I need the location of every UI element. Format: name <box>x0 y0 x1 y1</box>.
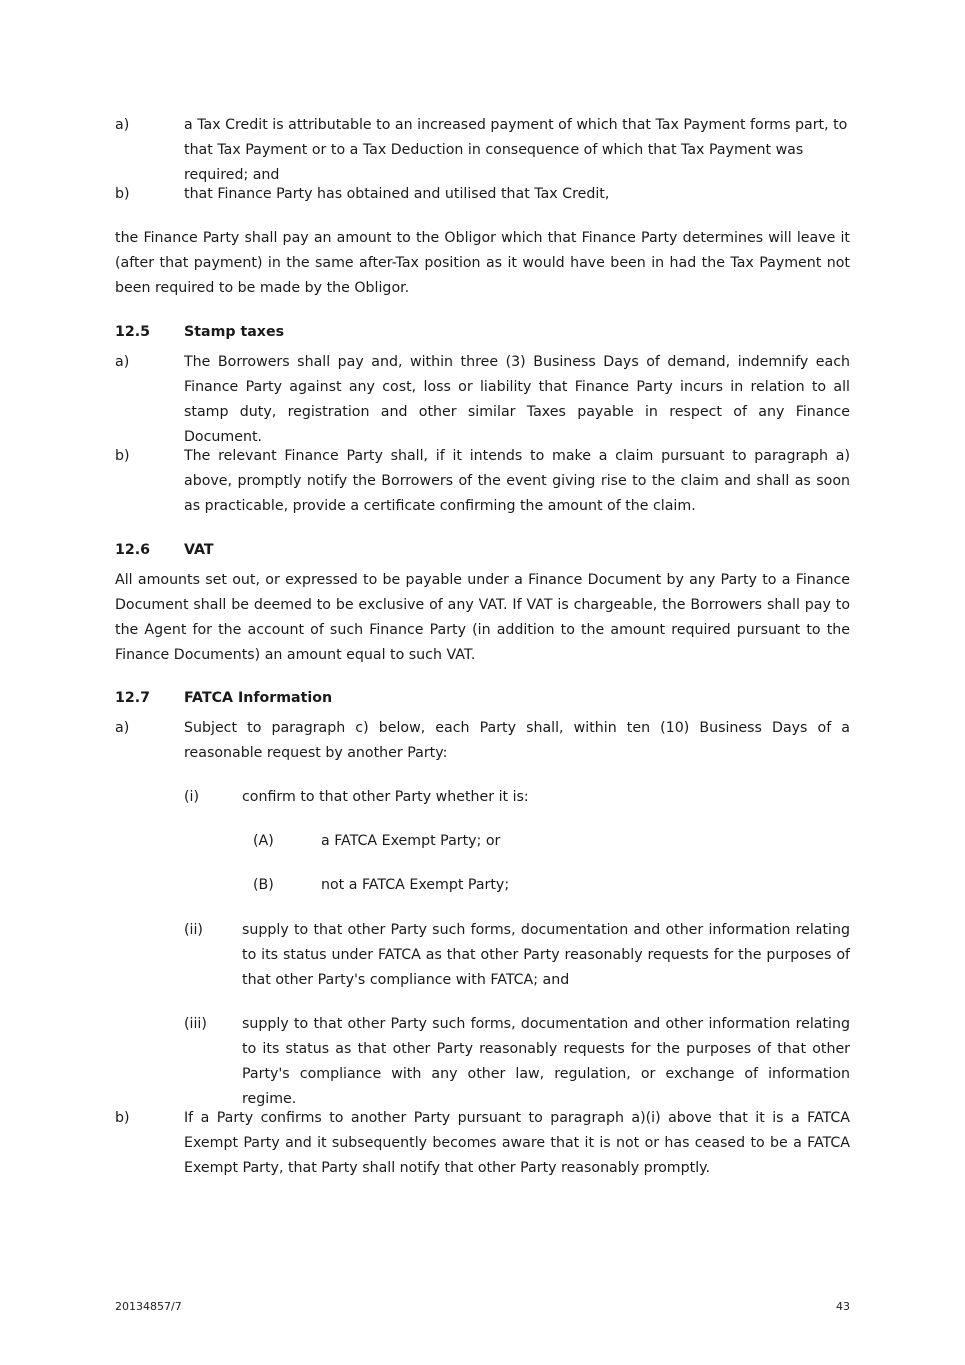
footer-doc-ref: 20134857/7 <box>115 1300 182 1313</box>
section-12-5-item-a-label: a) <box>115 354 130 370</box>
top-item-a-label: a) <box>115 117 130 133</box>
top-item-b-label: b) <box>115 186 130 202</box>
sub-A-label: (A) <box>253 833 274 849</box>
top-item-a-text: a Tax Credit is attributable to an increased payment of which that Tax Payment forms part, to that Tax Payment or to a Tax Deduction in consequence of which that Tax Payment was required; and <box>184 117 848 183</box>
footer-page-number: 43 <box>836 1300 850 1313</box>
section-12-7-item-b-label: b) <box>115 1110 130 1126</box>
section-12-7-number: 12.7 <box>115 690 151 706</box>
sub-A-text: a FATCA Exempt Party; or <box>321 833 501 849</box>
section-12-5-number: 12.5 <box>115 324 151 340</box>
sub-B-label: (B) <box>253 877 274 893</box>
section-12-6-text: All amounts set out, or expressed to be payable under a Finance Document by any Party to a Finance Document shall be deemed to be exclusive of any VAT. If VAT is chargeable, the Borrowers shall pay to the Agent for the account of such Finance Party (in addition to the amount required pursuant to the Finance Documents) an amount equal to such VAT. <box>115 572 850 663</box>
section-12-5-item-b-label: b) <box>115 448 130 464</box>
sub-ii-text: supply to that other Party such forms, documentation and other information relating to its status under FATCA as that other Party reasonably requests for the purposes of that other Party's compliance with FATCA; and <box>242 922 850 988</box>
sub-B-text: not a FATCA Exempt Party; <box>321 877 510 893</box>
section-12-5-title: Stamp taxes <box>184 324 285 340</box>
sub-i-label: (i) <box>184 789 200 805</box>
sub-iii-text: supply to that other Party such forms, documentation and other information relating to its status as that other Party reasonably requests for the purposes of that other Party's compliance with any other law, regulation, or exchange of information regime. <box>242 1016 850 1107</box>
section-12-5-item-a-text: The Borrowers shall pay and, within three (3) Business Days of demand, indemnify each Finance Party against any cost, loss or liability that Finance Party incurs in relation to all stamp duty, registration and other similar Taxes payable in respect of any Finance Document. <box>184 354 850 445</box>
section-12-7-title: FATCA Information <box>184 690 333 706</box>
section-12-7-item-a-label: a) <box>115 720 130 736</box>
section-12-6-number: 12.6 <box>115 542 151 558</box>
section-12-7-item-b-text: If a Party confirms to another Party pursuant to paragraph a)(i) above that it is a FATCA Exempt Party and it subsequently becomes aware that it is not or has ceased to be a FATCA Exempt Party, that Party shall notify that other Party reasonably promptly. <box>184 1110 850 1176</box>
sub-iii-label: (iii) <box>184 1016 207 1032</box>
section-12-5-item-b-text: The relevant Finance Party shall, if it intends to make a claim pursuant to paragraph a) above, promptly notify the Borrowers of the event giving rise to the claim and shall as soon as practicable, provide a certificate confirming the amount of the claim. <box>184 448 850 514</box>
section-12-6-title: VAT <box>184 542 214 558</box>
top-paragraph: the Finance Party shall pay an amount to the Obligor which that Finance Party determines will leave it (after that payment) in the same after-Tax position as it would have been in had the Tax Payment not been required to be made by the Obligor. <box>115 230 850 296</box>
sub-i-text: confirm to that other Party whether it is: <box>242 789 529 805</box>
sub-ii-label: (ii) <box>184 922 203 938</box>
section-12-7-item-a-text: Subject to paragraph c) below, each Party shall, within ten (10) Business Days of a reasonable request by another Party: <box>184 720 850 761</box>
top-item-b-text: that Finance Party has obtained and utilised that Tax Credit, <box>184 186 610 202</box>
